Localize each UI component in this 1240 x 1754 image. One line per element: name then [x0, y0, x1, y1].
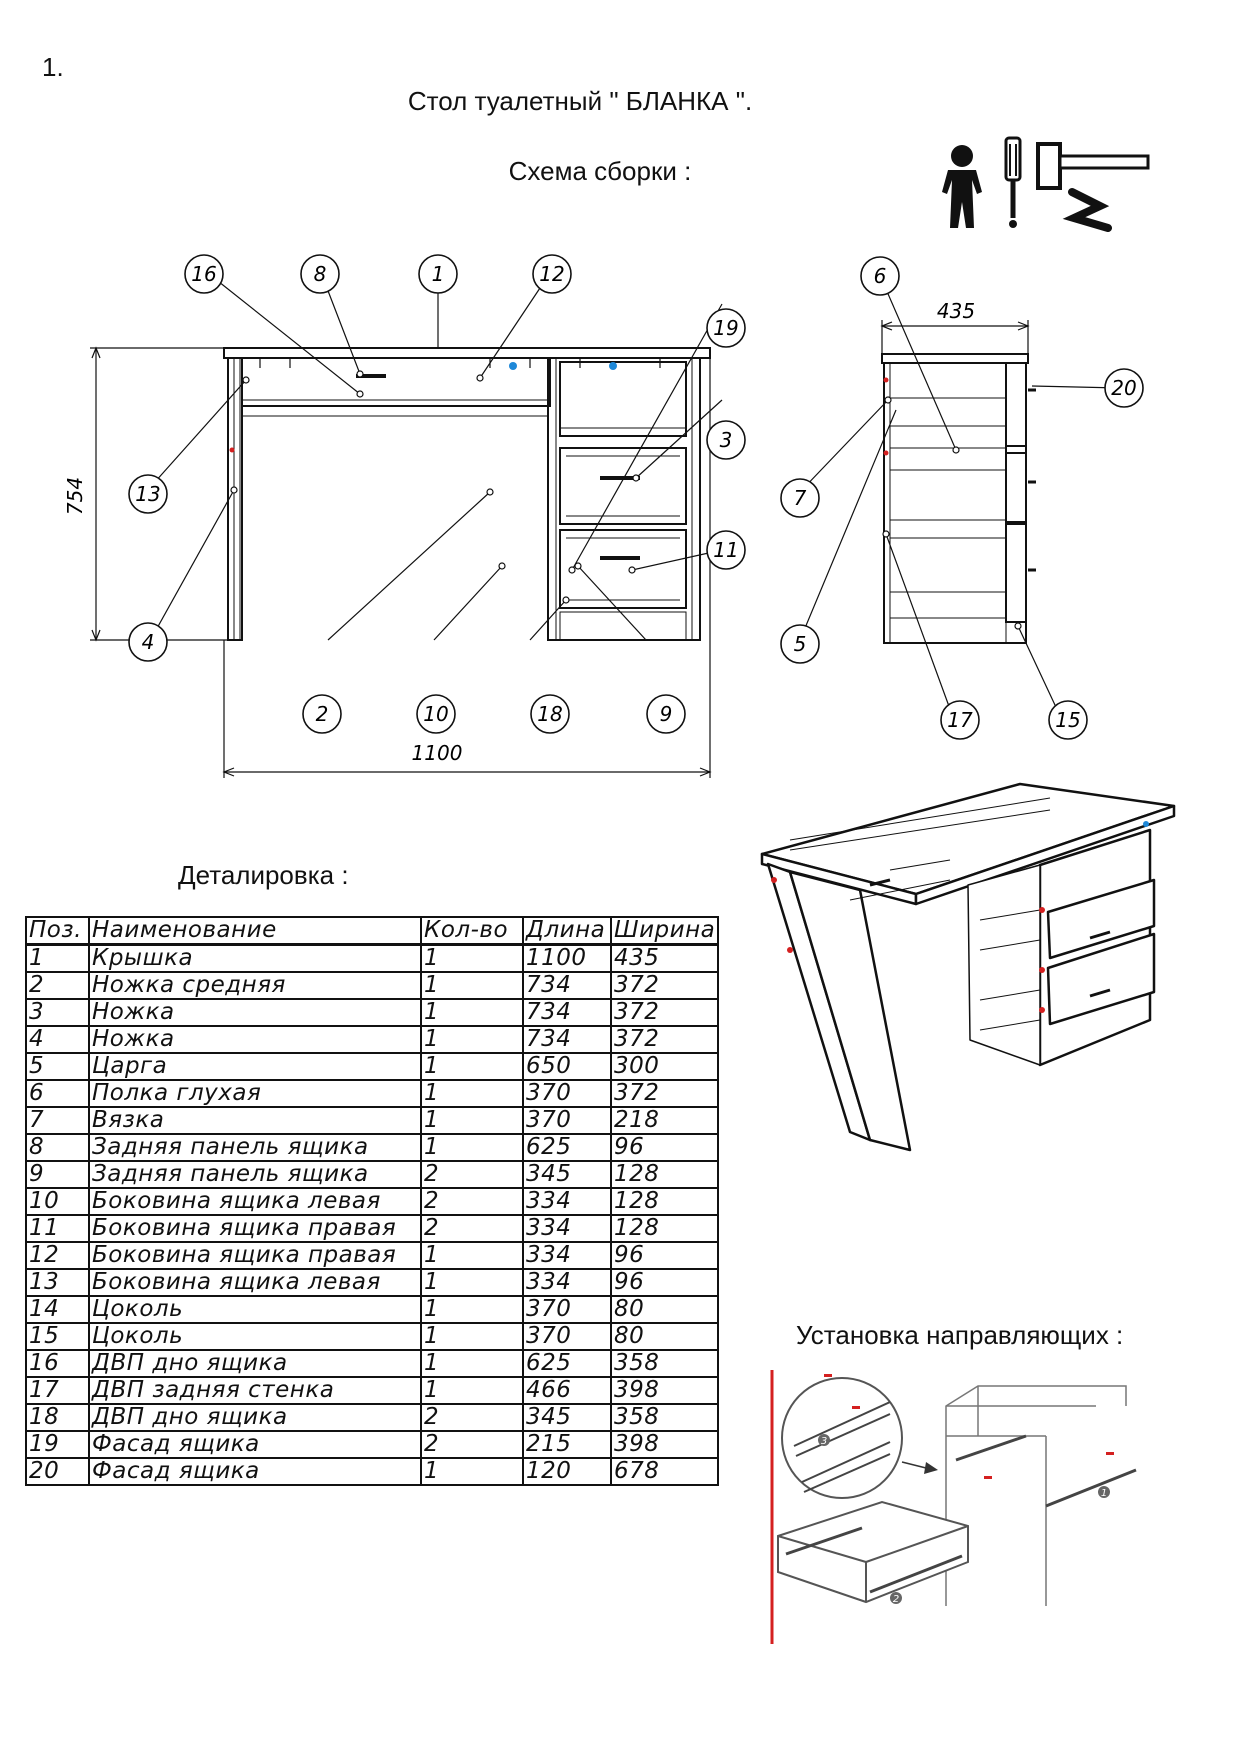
hammer-icon	[1038, 144, 1148, 188]
cell: 11	[26, 1215, 89, 1242]
table-row	[26, 1323, 718, 1350]
table-row	[26, 1296, 718, 1323]
cell: 7	[26, 1107, 89, 1134]
header-length: Длина	[523, 917, 611, 945]
cell: ДВП дно ящика	[89, 1350, 421, 1377]
person-icon	[942, 145, 982, 228]
cell: Крышка	[89, 945, 421, 973]
cell: 128	[611, 1215, 718, 1242]
cell: 12	[26, 1242, 89, 1269]
cell: 2	[421, 1161, 523, 1188]
callout-9: 9	[659, 702, 673, 726]
cell: 435	[611, 945, 718, 973]
cell: 6	[26, 1080, 89, 1107]
cell: 1	[421, 1053, 523, 1080]
table-row	[26, 1080, 718, 1107]
table-row	[26, 1377, 718, 1404]
table-row	[26, 1107, 718, 1134]
table-row	[26, 945, 718, 973]
cell: 1	[421, 1350, 523, 1377]
cell: 2	[421, 1188, 523, 1215]
table-row	[26, 1350, 718, 1377]
table-row	[26, 1188, 718, 1215]
callout-1: 1	[431, 262, 445, 286]
cell: 372	[611, 999, 718, 1026]
hex-key-icon	[1072, 192, 1108, 228]
cell: 734	[523, 999, 611, 1026]
cell: 370	[523, 1080, 611, 1107]
callout-10: 10	[423, 702, 449, 726]
cell: ДВП задняя стенка	[89, 1377, 421, 1404]
callout-17: 17	[947, 708, 973, 732]
assembly-heading: Схема сборки :	[508, 156, 692, 186]
cell: 96	[611, 1134, 718, 1161]
step-label-1: 1	[1100, 1488, 1108, 1499]
cell: 734	[523, 972, 611, 999]
cell: 734	[523, 1026, 611, 1053]
cell: 1	[421, 1026, 523, 1053]
cell: 128	[611, 1188, 718, 1215]
details-heading: Деталировка :	[178, 860, 349, 890]
cell: 9	[26, 1161, 89, 1188]
width-dimension: 1100	[411, 741, 463, 765]
cell: 5	[26, 1053, 89, 1080]
cell: 1	[421, 1242, 523, 1269]
front-view-drawing	[60, 250, 760, 795]
cell: Боковина ящика правая	[89, 1242, 421, 1269]
step-label-3: 3	[820, 1436, 828, 1447]
cell: 372	[611, 1080, 718, 1107]
cell: 625	[523, 1350, 611, 1377]
cell: Ножка средняя	[89, 972, 421, 999]
header-width: Ширина	[611, 917, 718, 945]
cell: 96	[611, 1269, 718, 1296]
guides-heading: Установка направляющих :	[796, 1320, 1124, 1350]
cell: 2	[26, 972, 89, 999]
cell: Вязка	[89, 1107, 421, 1134]
cell: 80	[611, 1296, 718, 1323]
cell: 300	[611, 1053, 718, 1080]
cell: 372	[611, 972, 718, 999]
cell: 370	[523, 1107, 611, 1134]
cell: 120	[523, 1458, 611, 1485]
callout-11: 11	[713, 538, 739, 562]
table-row	[26, 1026, 718, 1053]
side-view-drawing	[770, 250, 1160, 750]
callout-15: 15	[1055, 708, 1081, 732]
page-title: Стол туалетный " БЛАНКА ".	[407, 86, 753, 116]
table-row	[26, 972, 718, 999]
cell: 678	[611, 1458, 718, 1485]
page-number: 1.	[42, 52, 64, 82]
callout-20: 20	[1111, 376, 1137, 400]
cell: 398	[611, 1377, 718, 1404]
callout-19: 19	[713, 316, 739, 340]
cell: 80	[611, 1323, 718, 1350]
cell: 128	[611, 1161, 718, 1188]
table-row	[26, 1215, 718, 1242]
cell: Боковина ящика левая	[89, 1188, 421, 1215]
cell: 372	[611, 1026, 718, 1053]
cell: 345	[523, 1161, 611, 1188]
cell: 215	[523, 1431, 611, 1458]
table-row	[26, 1431, 718, 1458]
cell: 358	[611, 1404, 718, 1431]
cell: 16	[26, 1350, 89, 1377]
depth-dimension: 435	[936, 299, 976, 323]
callout-12: 12	[539, 262, 565, 286]
tool-icons	[930, 132, 1155, 232]
cell: 96	[611, 1242, 718, 1269]
cell: 1	[421, 1080, 523, 1107]
cell: Боковина ящика левая	[89, 1269, 421, 1296]
cell: 1	[421, 945, 523, 973]
cell: Цоколь	[89, 1296, 421, 1323]
cell: 2	[421, 1431, 523, 1458]
cell: Ножка	[89, 1026, 421, 1053]
cell: 4	[26, 1026, 89, 1053]
table-row	[26, 999, 718, 1026]
callout-16: 16	[191, 262, 217, 286]
cell: 14	[26, 1296, 89, 1323]
cell: Фасад ящика	[89, 1431, 421, 1458]
header-qty: Кол-во	[421, 917, 523, 945]
cell: 8	[26, 1134, 89, 1161]
callout-2: 2	[315, 702, 329, 726]
table-row	[26, 1242, 718, 1269]
cell: 3	[26, 999, 89, 1026]
cell: 2	[421, 1215, 523, 1242]
cell: Задняя панель ящика	[89, 1161, 421, 1188]
cell: 334	[523, 1188, 611, 1215]
cell: 334	[523, 1242, 611, 1269]
callout-3: 3	[719, 428, 733, 452]
cell: 650	[523, 1053, 611, 1080]
table-header-row	[26, 917, 718, 945]
table-row	[26, 1269, 718, 1296]
cell: 1	[421, 1458, 523, 1485]
cell: 1	[421, 1134, 523, 1161]
cell: 1	[421, 1107, 523, 1134]
red-marker	[884, 451, 889, 456]
callout-7: 7	[793, 486, 807, 510]
cell: 370	[523, 1323, 611, 1350]
slide-installation-illustration	[766, 1366, 1146, 1646]
callout-18: 18	[537, 702, 563, 726]
cell: 466	[523, 1377, 611, 1404]
step-label-2: 2	[892, 1594, 900, 1605]
cell: 1	[421, 999, 523, 1026]
cell: 625	[523, 1134, 611, 1161]
blue-marker	[509, 362, 517, 370]
cell: Цоколь	[89, 1323, 421, 1350]
cell: Фасад ящика	[89, 1458, 421, 1485]
cell: 334	[523, 1269, 611, 1296]
blue-marker	[609, 362, 617, 370]
cell: 15	[26, 1323, 89, 1350]
cell: 358	[611, 1350, 718, 1377]
cell: 1	[421, 972, 523, 999]
isometric-view	[750, 770, 1190, 1180]
cell: 370	[523, 1296, 611, 1323]
parts-table	[25, 916, 719, 1486]
callout-6: 6	[873, 264, 887, 288]
cell: 1	[421, 1377, 523, 1404]
red-marker	[884, 378, 889, 383]
cell: 218	[611, 1107, 718, 1134]
cell: Задняя панель ящика	[89, 1134, 421, 1161]
table-row	[26, 1161, 718, 1188]
cell: 1	[421, 1296, 523, 1323]
cell: ДВП дно ящика	[89, 1404, 421, 1431]
callout-4: 4	[141, 630, 155, 654]
cell: 398	[611, 1431, 718, 1458]
table-row	[26, 1134, 718, 1161]
table-row	[26, 1053, 718, 1080]
cell: 1	[421, 1269, 523, 1296]
cell: Полка глухая	[89, 1080, 421, 1107]
height-dimension: 754	[63, 476, 87, 516]
table-row	[26, 1458, 718, 1485]
cell: Боковина ящика правая	[89, 1215, 421, 1242]
cell: 19	[26, 1431, 89, 1458]
cell: 17	[26, 1377, 89, 1404]
screwdriver-icon	[1006, 138, 1020, 228]
cell: Ножка	[89, 999, 421, 1026]
cell: 1100	[523, 945, 611, 973]
callout-8: 8	[313, 262, 327, 286]
red-marker	[230, 448, 235, 453]
cell: Царга	[89, 1053, 421, 1080]
callout-13: 13	[135, 482, 161, 506]
cell: 334	[523, 1215, 611, 1242]
cell: 2	[421, 1404, 523, 1431]
cell: 1	[26, 945, 89, 973]
cell: 13	[26, 1269, 89, 1296]
cell: 18	[26, 1404, 89, 1431]
table-row	[26, 1404, 718, 1431]
header-pos: Поз.	[26, 917, 89, 945]
cell: 20	[26, 1458, 89, 1485]
header-name: Наименование	[89, 917, 421, 945]
cell: 1	[421, 1323, 523, 1350]
callout-5: 5	[793, 632, 807, 656]
cell: 10	[26, 1188, 89, 1215]
cell: 345	[523, 1404, 611, 1431]
